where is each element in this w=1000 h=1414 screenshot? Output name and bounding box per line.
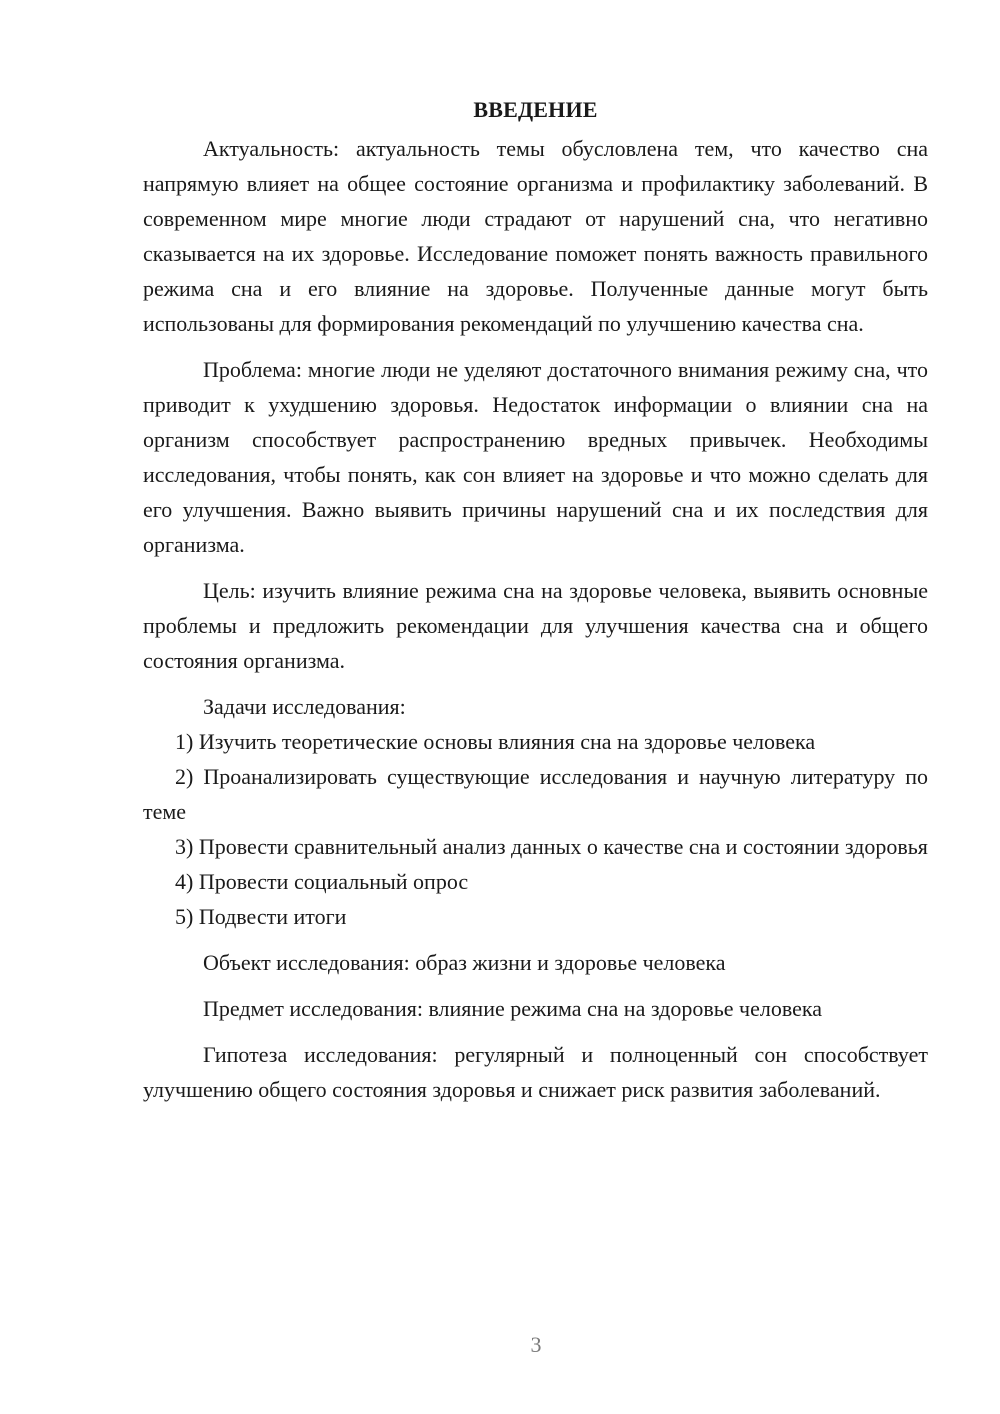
tasks-heading: Задачи исследования: [203, 694, 406, 719]
paragraph-relevance: Актуальность: актуальность темы обусловлена тем, что качество сна напрямую влияет на общее состояние организма и профилактику заболеваний. В современном мире многие люди страдают от нарушений сна, что негативно сказывается на их здоровье. Исследование поможет понять важность правильного режима сна и его влияние на здоровье. Полученные данные могут быть использованы для формирования рекомендаций по улучшению качества сна. [143, 136, 928, 336]
task-item-1: 1) Изучить теоретические основы влияния сна на здоровье человека [175, 729, 816, 754]
paragraph-hypothesis: Гипотеза исследования: регулярный и полноценный сон способствует улучшению общего состояния здоровья и снижает риск развития заболеваний. [143, 1042, 928, 1102]
task-item-2: 2) Проанализировать существующие исследования и научную литературу по теме [143, 764, 928, 824]
page-content [143, 92, 928, 1107]
task-item-4: 4) Провести социальный опрос [175, 869, 469, 894]
task-item-3: 3) Провести сравнительный анализ данных о качестве сна и состоянии здоровья [175, 834, 928, 859]
page-title: ВВЕДЕНИЕ [473, 97, 598, 122]
paragraph-goal: Цель: изучить влияние режима сна на здоровье человека, выявить основные проблемы и предложить рекомендации для улучшения качества сна и общего состояния организма. [143, 578, 928, 673]
paragraph-subject: Предмет исследования: влияние режима сна на здоровье человека [203, 996, 822, 1021]
paragraph-problem: Проблема: многие люди не уделяют достаточного внимания режиму сна, что приводит к ухудшению здоровья. Недостаток информации о влиянии сна на организм способствует распространению вредных привычек. Необходимы исследования, чтобы понять, как сон влияет на здоровье и что можно сделать для его улучшения. Важно выявить причины нарушений сна и их последствия для организма. [143, 357, 928, 557]
page-number: 3 [530, 1332, 542, 1357]
paragraph-object: Объект исследования: образ жизни и здоровье человека [203, 950, 726, 975]
task-item-5: 5) Подвести итоги [175, 904, 347, 929]
